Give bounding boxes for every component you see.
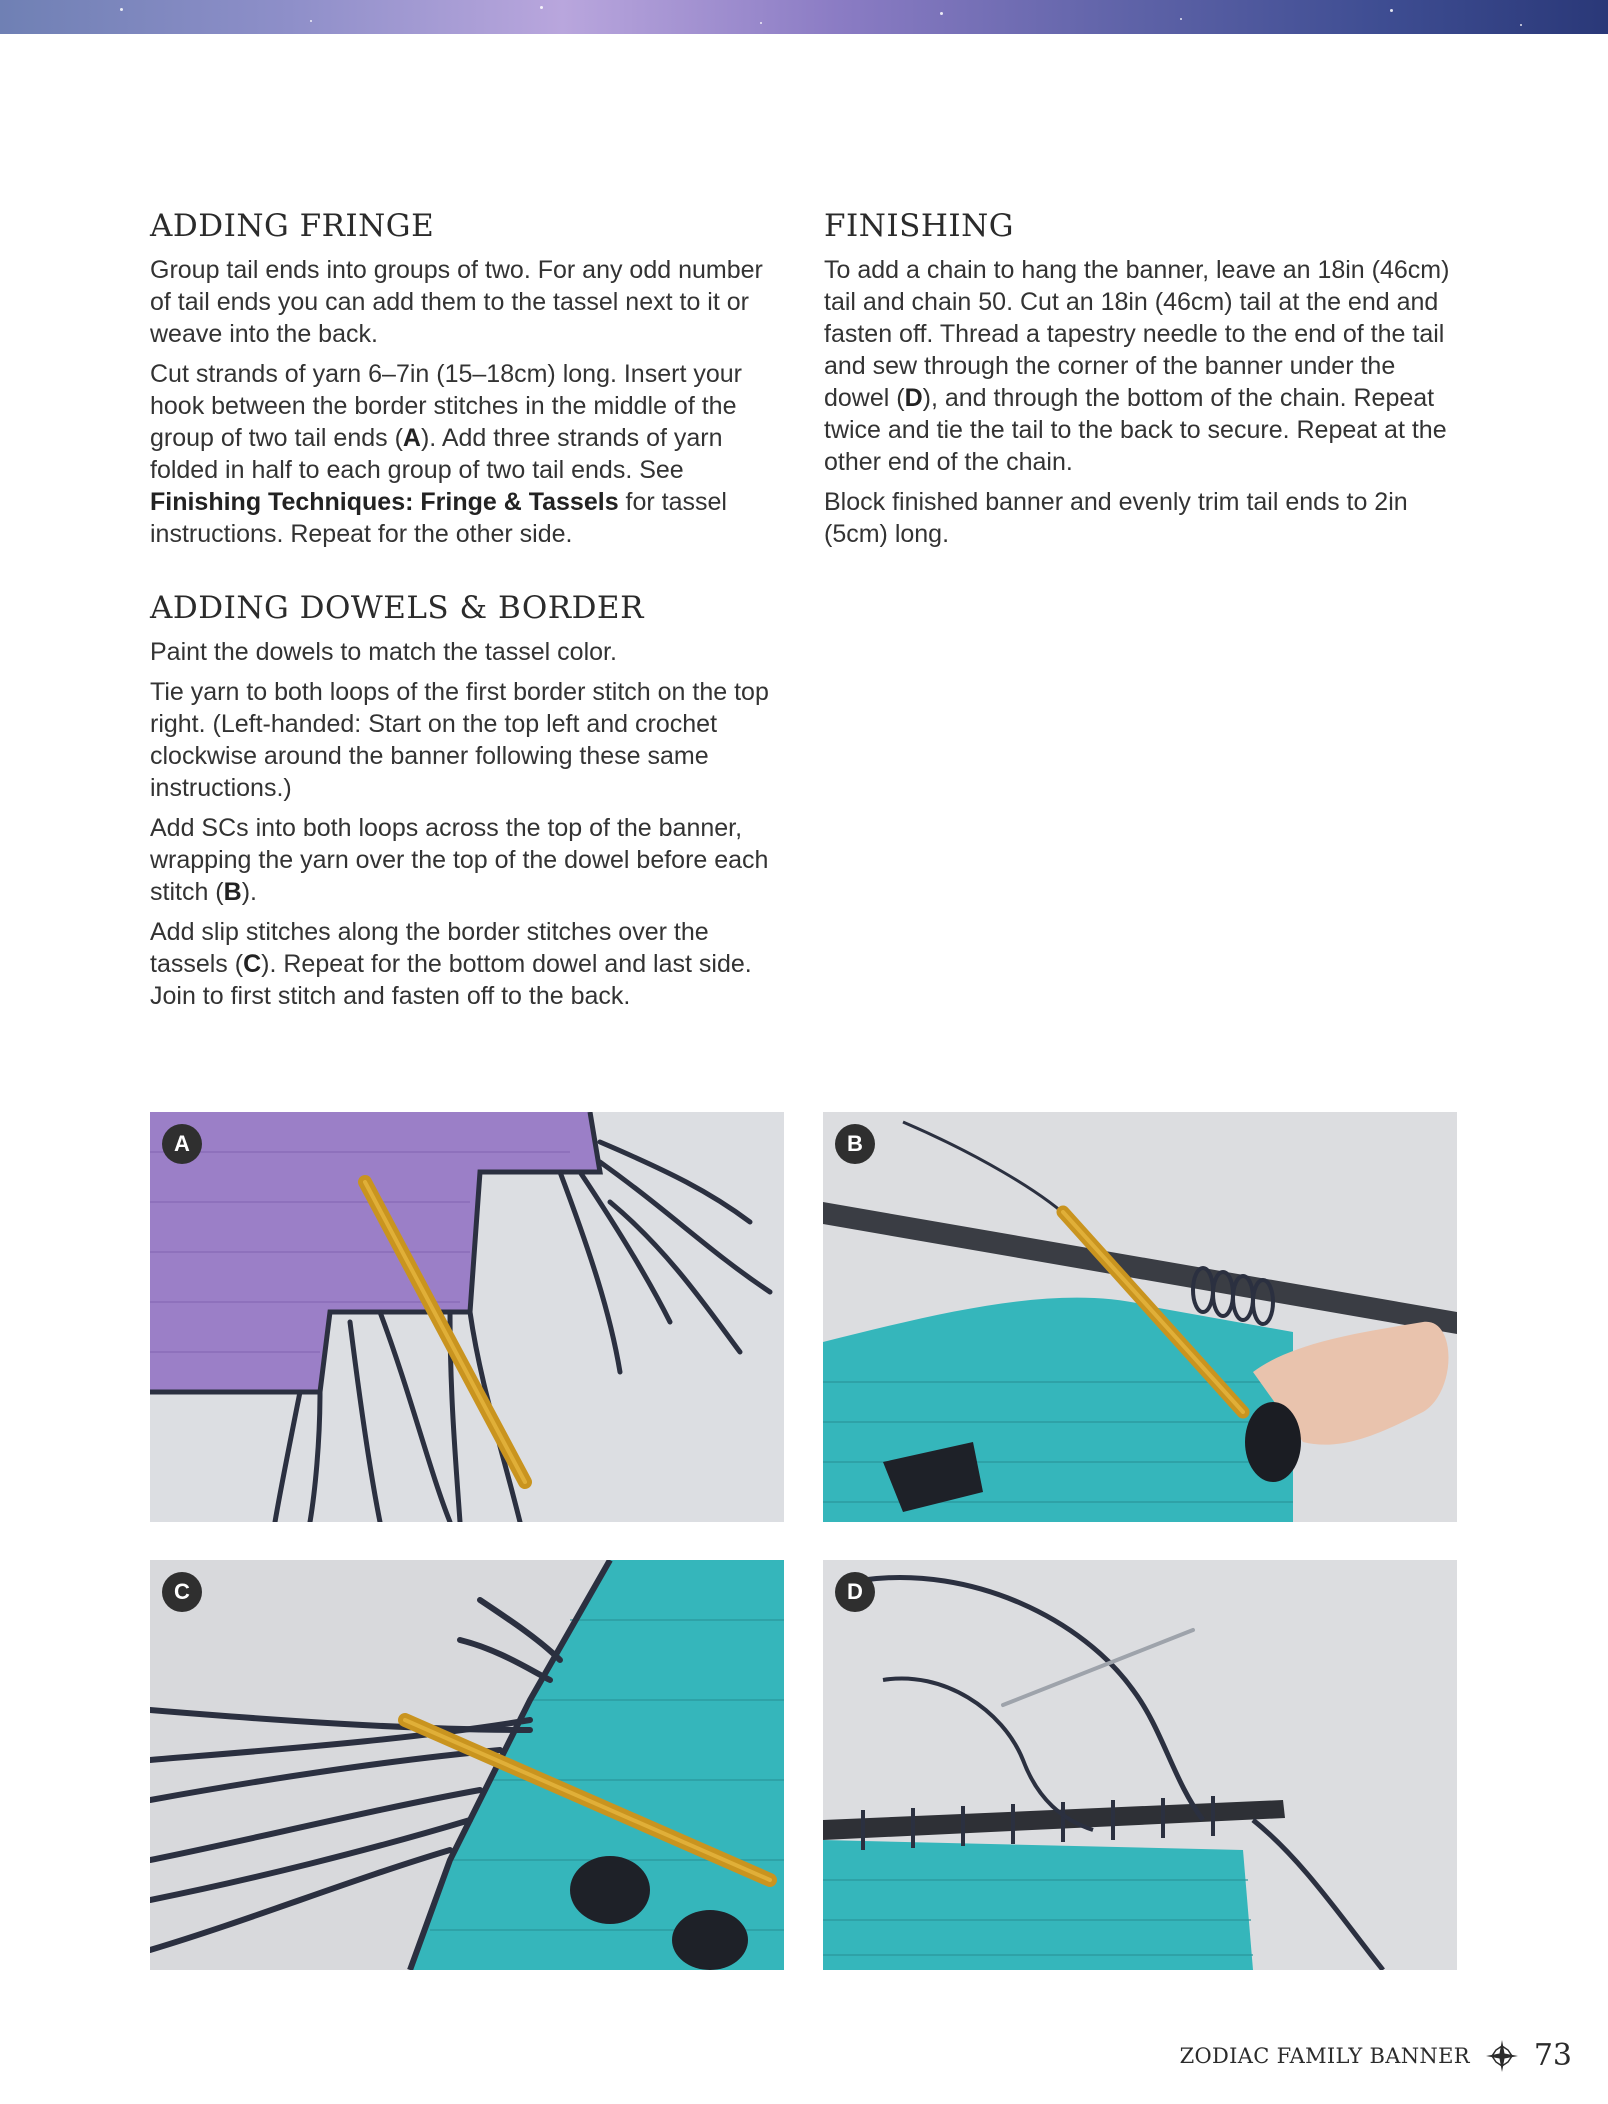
photo-d-label: D xyxy=(835,1572,875,1612)
section-finishing xyxy=(824,208,1464,550)
photo-step-a xyxy=(150,1112,784,1522)
fringe-paragraph-2: Cut strands of yarn 6–7in (15–18cm) long. Insert your hook between the border stitches in the middle of the group of two tail ends (A). Add three strands of yarn folded in half to each group of two tail ends. See Finishing Techniques: Fringe & Tassels for tassel instructions. Repeat for the other side. xyxy=(150,360,742,548)
page-footer xyxy=(1180,2038,1572,2073)
photo-c-label: C xyxy=(162,1572,202,1612)
finishing-paragraph-1: To add a chain to hang the banner, leave an 18in (46cm) tail and chain 50. Cut an 18in (46cm) tail at the end and fasten off. Thread a tapestry needle to the end of the tail and sew through the corner of the banner under the dowel (D), and through the bottom of the chain. Repeat twice and tie the tail to the back to secure. Repeat at the other end of the chain. xyxy=(824,256,1450,476)
finishing-paragraph-2: Block finished banner and evenly trim tail ends to 2in (5cm) long. xyxy=(824,488,1408,548)
heading-finishing: FINISHING xyxy=(824,208,1015,244)
dowels-paragraph-3: Add SCs into both loops across the top of the banner, wrapping the yarn over the top of the dowel before each stitch (B). xyxy=(150,814,769,906)
cross-reference: Finishing Techniques: Fringe & Tassels xyxy=(150,488,619,516)
dowels-paragraph-1: Paint the dowels to match the tassel color. xyxy=(150,638,617,666)
heading-adding-fringe: ADDING FRINGE xyxy=(150,208,435,244)
photo-a-label: A xyxy=(162,1124,202,1164)
galaxy-header-band xyxy=(0,0,1608,34)
footer-title: ZODIAC FAMILY BANNER xyxy=(1179,2043,1470,2068)
fringe-paragraph-1: Group tail ends into groups of two. For any odd number of tail ends you can add them to the tassel next to it or weave into the back. xyxy=(150,256,763,348)
section-adding-dowels xyxy=(150,590,790,1012)
heading-adding-dowels: ADDING DOWELS & BORDER xyxy=(150,590,644,626)
dowels-paragraph-4: Add slip stitches along the border stitches over the tassels (C). Repeat for the bottom dowel and last side. Join to first stitch and fasten off to the back. xyxy=(150,918,752,1010)
photo-step-b xyxy=(823,1112,1457,1522)
left-column xyxy=(150,208,790,1052)
photo-step-c xyxy=(150,1560,784,1970)
page-number: 73 xyxy=(1533,2038,1572,2073)
right-column xyxy=(824,208,1464,590)
section-adding-fringe xyxy=(150,208,790,550)
photo-step-d xyxy=(823,1560,1457,1970)
dowels-paragraph-2: Tie yarn to both loops of the first border stitch on the top right. (Left-handed: Start on the top left and crochet clockwise around the banner following these same instructions.) xyxy=(150,678,769,802)
star-icon xyxy=(1486,2040,1518,2072)
photo-b-label: B xyxy=(835,1124,875,1164)
